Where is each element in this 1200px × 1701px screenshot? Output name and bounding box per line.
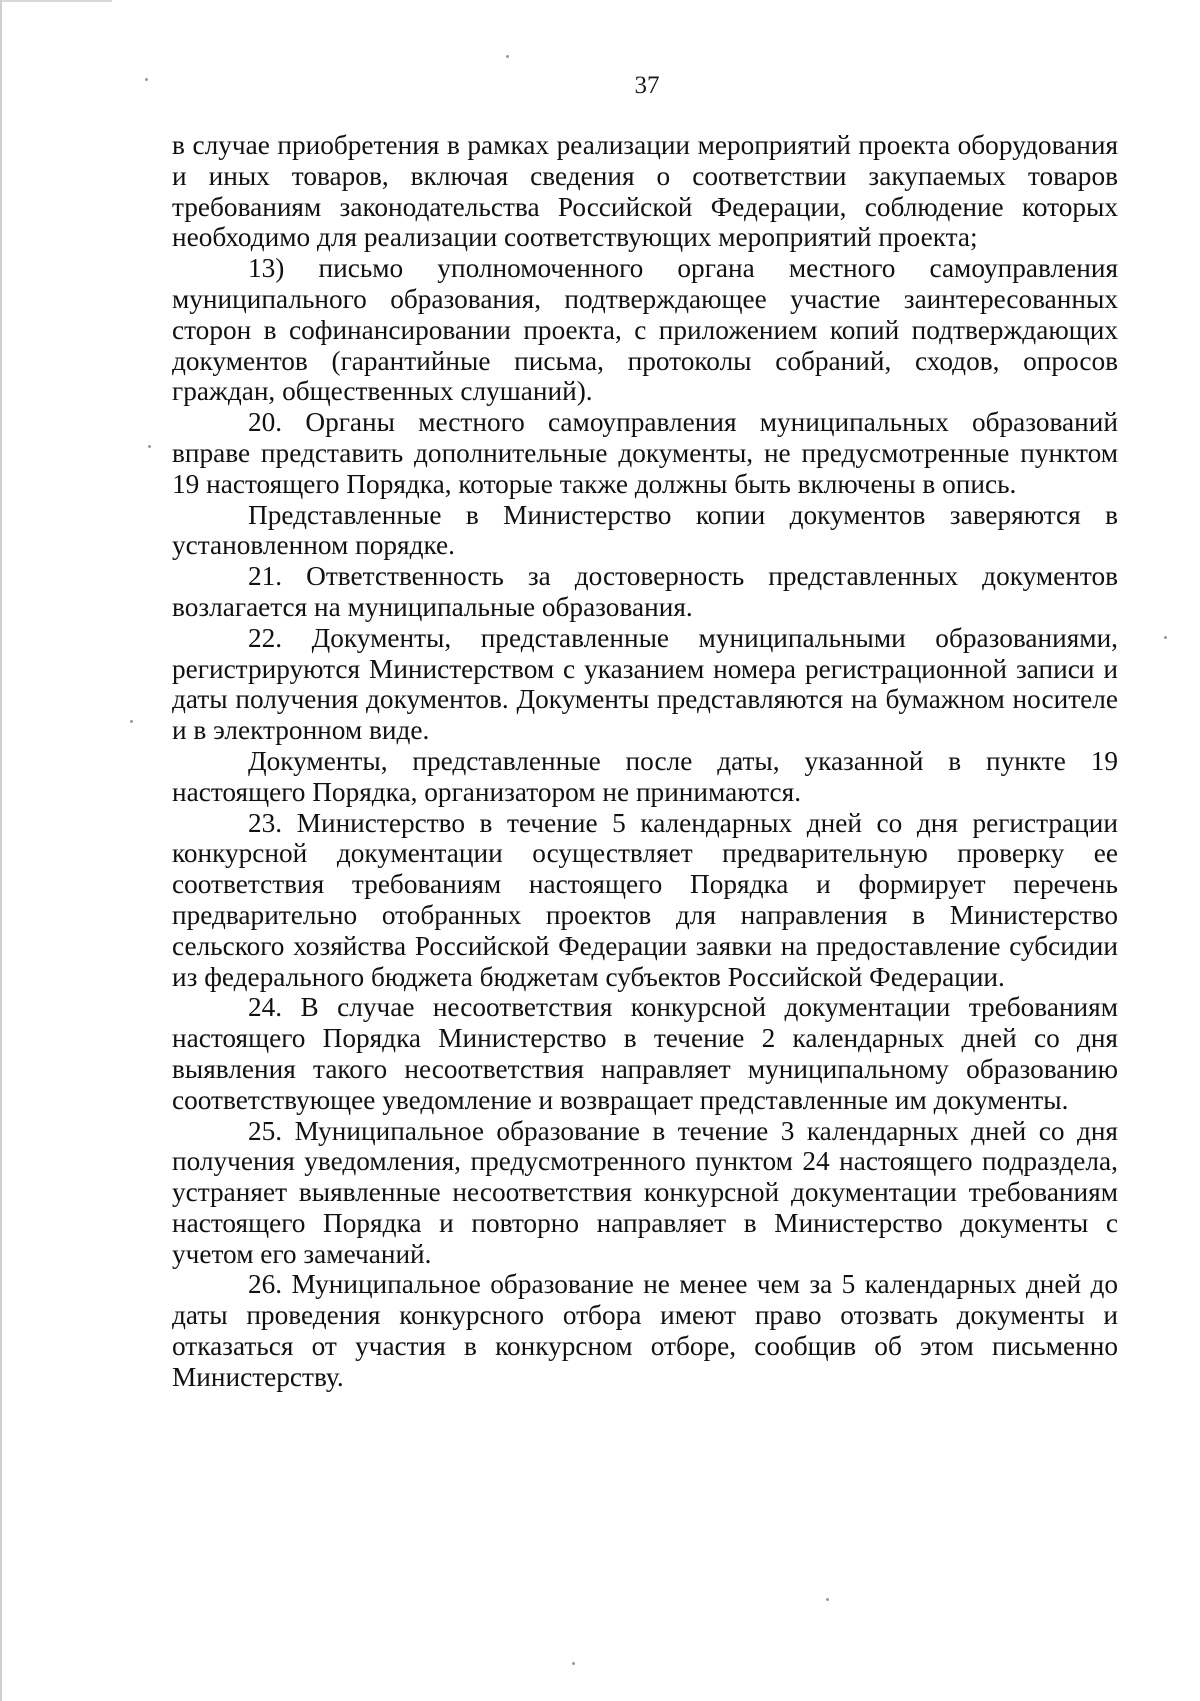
scan-edge-mark: [2, 0, 112, 2]
document-body: [172, 130, 1118, 1393]
paragraph-clause-21: 21. Ответственность за достоверность представленных документов возлагается на муниципальные образования.: [172, 561, 1118, 622]
scan-speck: [572, 1662, 575, 1665]
page-number: 37: [634, 72, 660, 99]
paragraph-clause-22: 22. Документы, представленные муниципальными образованиями, регистрируются Министерством с указанием номера регистрационной записи и даты получения документов. Документы представляются на бумажном носителе и в электронном виде.: [172, 622, 1118, 746]
scan-speck: [506, 55, 509, 58]
paragraph-clause-24: 24. В случае несоответствия конкурсной документации требованиям настоящего Порядка Министерство в течение 2 календарных дней со дня выявления такого несоответствия направляет муниципальному образованию соответствующее уведомление и возвращает представленные им документы.: [172, 992, 1118, 1115]
scan-speck: [826, 1598, 829, 1601]
paragraph-clause-20-note: Представленные в Министерство копии документов заверяются в установленном порядке.: [172, 499, 1118, 561]
scan-speck: [1164, 636, 1167, 639]
paragraph-item-13: 13) письмо уполномоченного органа местного самоуправления муниципального образования, подтверждающее участие заинтересованных сторон в софинансировании проекта, с приложением копий подтверждающих документов (гарантийные письма, протоколы собраний, сходов, опросов граждан, общественных слушаний).: [172, 253, 1118, 407]
paragraph-clause-20: 20. Органы местного самоуправления муниципальных образований вправе представить дополнительные документы, не предусмотренные пунктом 19 настоящего Порядка, которые также должны быть включены в опись.: [172, 407, 1118, 499]
paragraph-clause-22-note: Документы, представленные после даты, указанной в пункте 19 настоящего Порядка, организатором не принимаются.: [172, 745, 1118, 807]
scan-speck: [148, 445, 151, 448]
paragraph-item-12-continuation: в случае приобретения в рамках реализации мероприятий проекта оборудования и иных товаров, включая сведения о соответствии закупаемых товаров требованиям законодательства Российской Федерации, соблюдение которых необходимо для реализации соответствующих мероприятий проекта;: [172, 130, 1118, 253]
paragraph-clause-25: 25. Муниципальное образование в течение 3 календарных дней со дня получения уведомления, предусмотренного пунктом 24 настоящего подраздела, устраняет выявленные несоответствия конкурсной документации требованиям настоящего Порядка и повторно направляет в Министерство документы с учетом его замечаний.: [172, 1115, 1118, 1269]
paragraph-clause-23: 23. Министерство в течение 5 календарных дней со дня регистрации конкурсной документации осуществляет предварительную проверку ее соответствия требованиям настоящего Порядка и формирует перечень предварительно отобранных проектов для направления в Министерство сельского хозяйства Российской Федерации заявки на предоставление субсидии из федерального бюджета бюджетам субъектов Российской Федерации.: [172, 807, 1118, 992]
paragraph-clause-26: 26. Муниципальное образование не менее чем за 5 календарных дней до даты проведения конкурсного отбора имеют право отозвать документы и отказаться от участия в конкурсном отборе, сообщив об этом письменно Министерству.: [172, 1269, 1118, 1392]
scan-speck: [130, 720, 133, 723]
scan-speck: [145, 78, 148, 81]
